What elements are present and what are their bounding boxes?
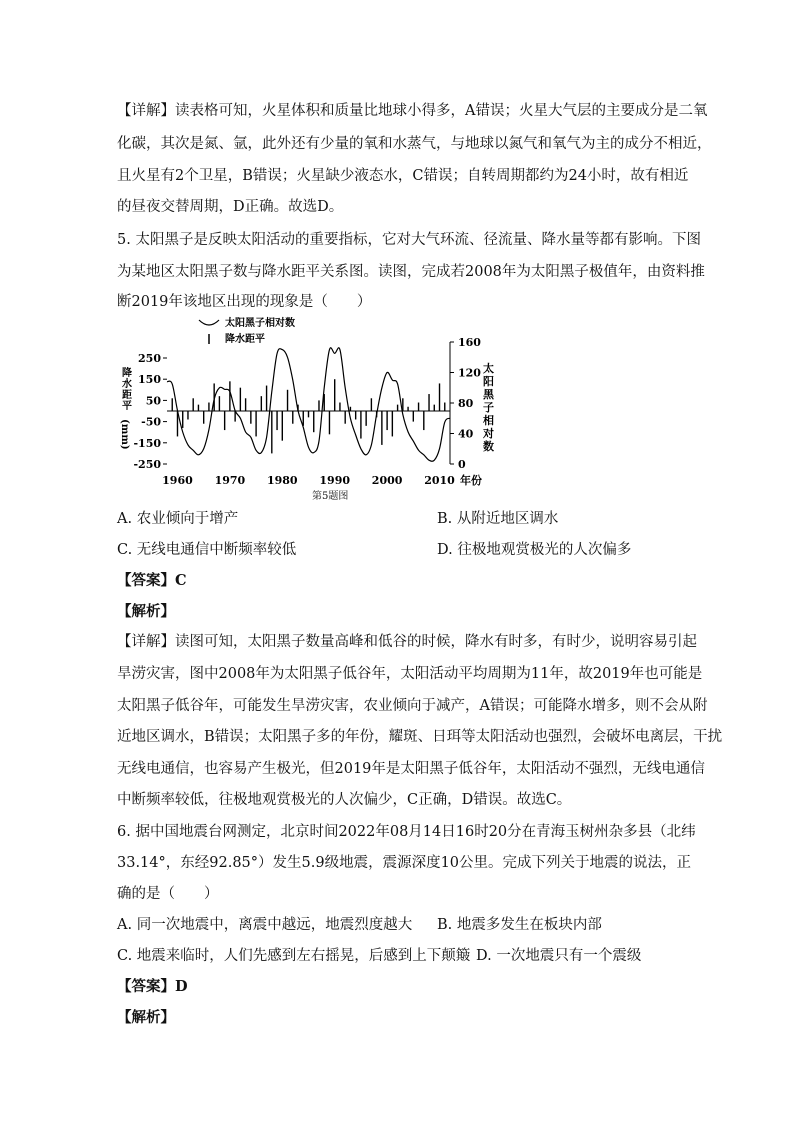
q5-option-d[interactable]: D. 往极地观赏极光的人次偏多 bbox=[437, 542, 632, 558]
question-stem: 为某地区太阳黑子数与降水距平关系图。读图，完成若2008年为太阳黑子极值年，由资料推 bbox=[117, 264, 705, 280]
explanation-line: 无线电通信，也容易产生极光，但2019年是太阳黑子低谷年，太阳活动不强烈，无线电通信 bbox=[117, 761, 705, 777]
paragraph-line: 的昼夜交替周期，D正确。故选D。 bbox=[117, 199, 344, 215]
question-stem: 6. 据中国地震台网测定，北京时间2022年08月14日16时20分在青海玉树州杂多县（北纬 bbox=[117, 824, 696, 840]
question-stem: 33.14°，东经92.85°）发生5.9级地震，震源深度10公里。完成下列关于地震的说法，正 bbox=[117, 855, 692, 871]
paragraph-line: 且火星有2个卫星，B错误；火星缺少液态水，C错误；自转周期都约为24小时，故有相近 bbox=[117, 168, 689, 184]
x-tick-label: 1970 bbox=[214, 474, 246, 487]
x-tick-label: 2000 bbox=[371, 474, 403, 487]
right-tick-label: 0 bbox=[458, 458, 466, 471]
question-stem: 断2019年该地区出现的现象是（ ） bbox=[117, 294, 372, 310]
svg-text:(mm): (mm) bbox=[119, 419, 130, 450]
q5-analysis-heading: 【解析】 bbox=[117, 603, 175, 620]
question-stem: 确的是（ ） bbox=[117, 886, 219, 902]
right-axis-title-char: 太 bbox=[483, 362, 494, 375]
left-tick-label: -150 bbox=[133, 436, 161, 450]
legend-sunspot-symbol bbox=[199, 320, 219, 325]
left-tick-label: -250 bbox=[133, 458, 161, 471]
figure-caption: 第5题图 bbox=[312, 491, 349, 502]
x-tick-label: 1980 bbox=[266, 474, 298, 487]
precip-bars bbox=[172, 379, 445, 453]
svg-text:降: 降 bbox=[122, 368, 132, 379]
right-axis-title bbox=[482, 361, 495, 453]
svg-text:距: 距 bbox=[122, 390, 132, 401]
right-axis-title-char: 阳 bbox=[483, 375, 494, 388]
right-axis-ticks bbox=[450, 336, 481, 471]
right-axis-title-char: 黑 bbox=[483, 388, 494, 401]
paragraph-line: 【详解】读表格可知，火星体积和质量比地球小得多，A错误；火星大气层的主要成分是二氧 bbox=[117, 103, 708, 119]
x-tick-label: 1990 bbox=[319, 474, 351, 487]
paragraph-line: 化碳，其次是氮、氩，此外还有少量的氧和水蒸气，与地球以氮气和氧气为主的成分不相近， bbox=[117, 136, 712, 152]
left-tick-label: 50 bbox=[145, 394, 161, 408]
x-axis-ticks bbox=[162, 474, 455, 487]
explanation-line: 旱涝灾害，图中2008年为太阳黑子低谷年，太阳活动平均周期为11年，故2019年也可能是 bbox=[117, 666, 703, 682]
q6-answer: 【答案】D bbox=[117, 978, 188, 995]
legend bbox=[199, 316, 295, 345]
right-axis-title-char: 相 bbox=[483, 414, 494, 427]
x-tick-label: 1960 bbox=[162, 474, 193, 487]
explanation-line: 近地区调水，B错误；太阳黑子多的年份，耀斑、日珥等太阳活动也强烈，会破坏电离层，干扰 bbox=[117, 729, 723, 745]
q6-option-c[interactable]: C. 地震来临时，人们先感到左右摇晃，后感到上下颠簸 bbox=[117, 948, 471, 964]
q5-option-c[interactable]: C. 无线电通信中断频率较低 bbox=[117, 542, 297, 558]
right-tick-label: 40 bbox=[458, 427, 474, 441]
question-stem: 5. 太阳黑子是反映太阳活动的重要指标，它对大气环流、径流量、降水量等都有影响。下图 bbox=[117, 232, 701, 248]
q5-option-b[interactable]: B. 从附近地区调水 bbox=[437, 511, 559, 527]
explanation-line: 太阳黑子低谷年，可能发生旱涝灾害，农业倾向于减产，A错误；可能降水增多，则不会从附 bbox=[117, 698, 708, 714]
explanation-line: 【详解】读图可知，太阳黑子数量高峰和低谷的时候，降水有时多，有时少，说明容易引起 bbox=[117, 634, 697, 650]
right-axis-title-char: 数 bbox=[483, 440, 494, 453]
right-axis-title-char: 子 bbox=[483, 401, 494, 414]
right-tick-label: 120 bbox=[458, 366, 481, 380]
q6-analysis-heading: 【解析】 bbox=[117, 1009, 175, 1026]
right-tick-label: 80 bbox=[458, 397, 474, 410]
left-tick-label: 250 bbox=[138, 352, 161, 365]
left-axis-ticks bbox=[133, 352, 167, 471]
legend-precip-label: 降水距平 bbox=[225, 334, 265, 345]
q6-option-a[interactable]: A. 同一次地震中，离震中越远，地震烈度越大 bbox=[117, 917, 413, 933]
legend-sunspot-label: 太阳黑子相对数 bbox=[225, 318, 295, 329]
x-tick-label: 2010 bbox=[424, 474, 455, 487]
left-tick-label: 150 bbox=[138, 373, 161, 387]
sunspot-precip-chart bbox=[117, 312, 497, 492]
left-tick-label: -50 bbox=[141, 415, 161, 429]
svg-text:平: 平 bbox=[122, 401, 132, 412]
left-axis-title bbox=[119, 366, 132, 450]
q5-answer: 【答案】C bbox=[117, 572, 187, 589]
q6-option-b[interactable]: B. 地震多发生在板块内部 bbox=[437, 917, 602, 933]
svg-text:水: 水 bbox=[122, 379, 132, 390]
right-axis-title-char: 对 bbox=[483, 427, 494, 440]
explanation-line: 中断频率较低，往极地观赏极光的人次偏少，C正确，D错误。故选C。 bbox=[117, 792, 572, 808]
q6-option-d[interactable]: D. 一次地震只有一个震级 bbox=[476, 948, 642, 964]
q5-option-a[interactable]: A. 农业倾向于增产 bbox=[117, 511, 239, 527]
right-tick-label: 160 bbox=[458, 336, 481, 349]
x-axis-title: 年份 bbox=[460, 474, 482, 487]
